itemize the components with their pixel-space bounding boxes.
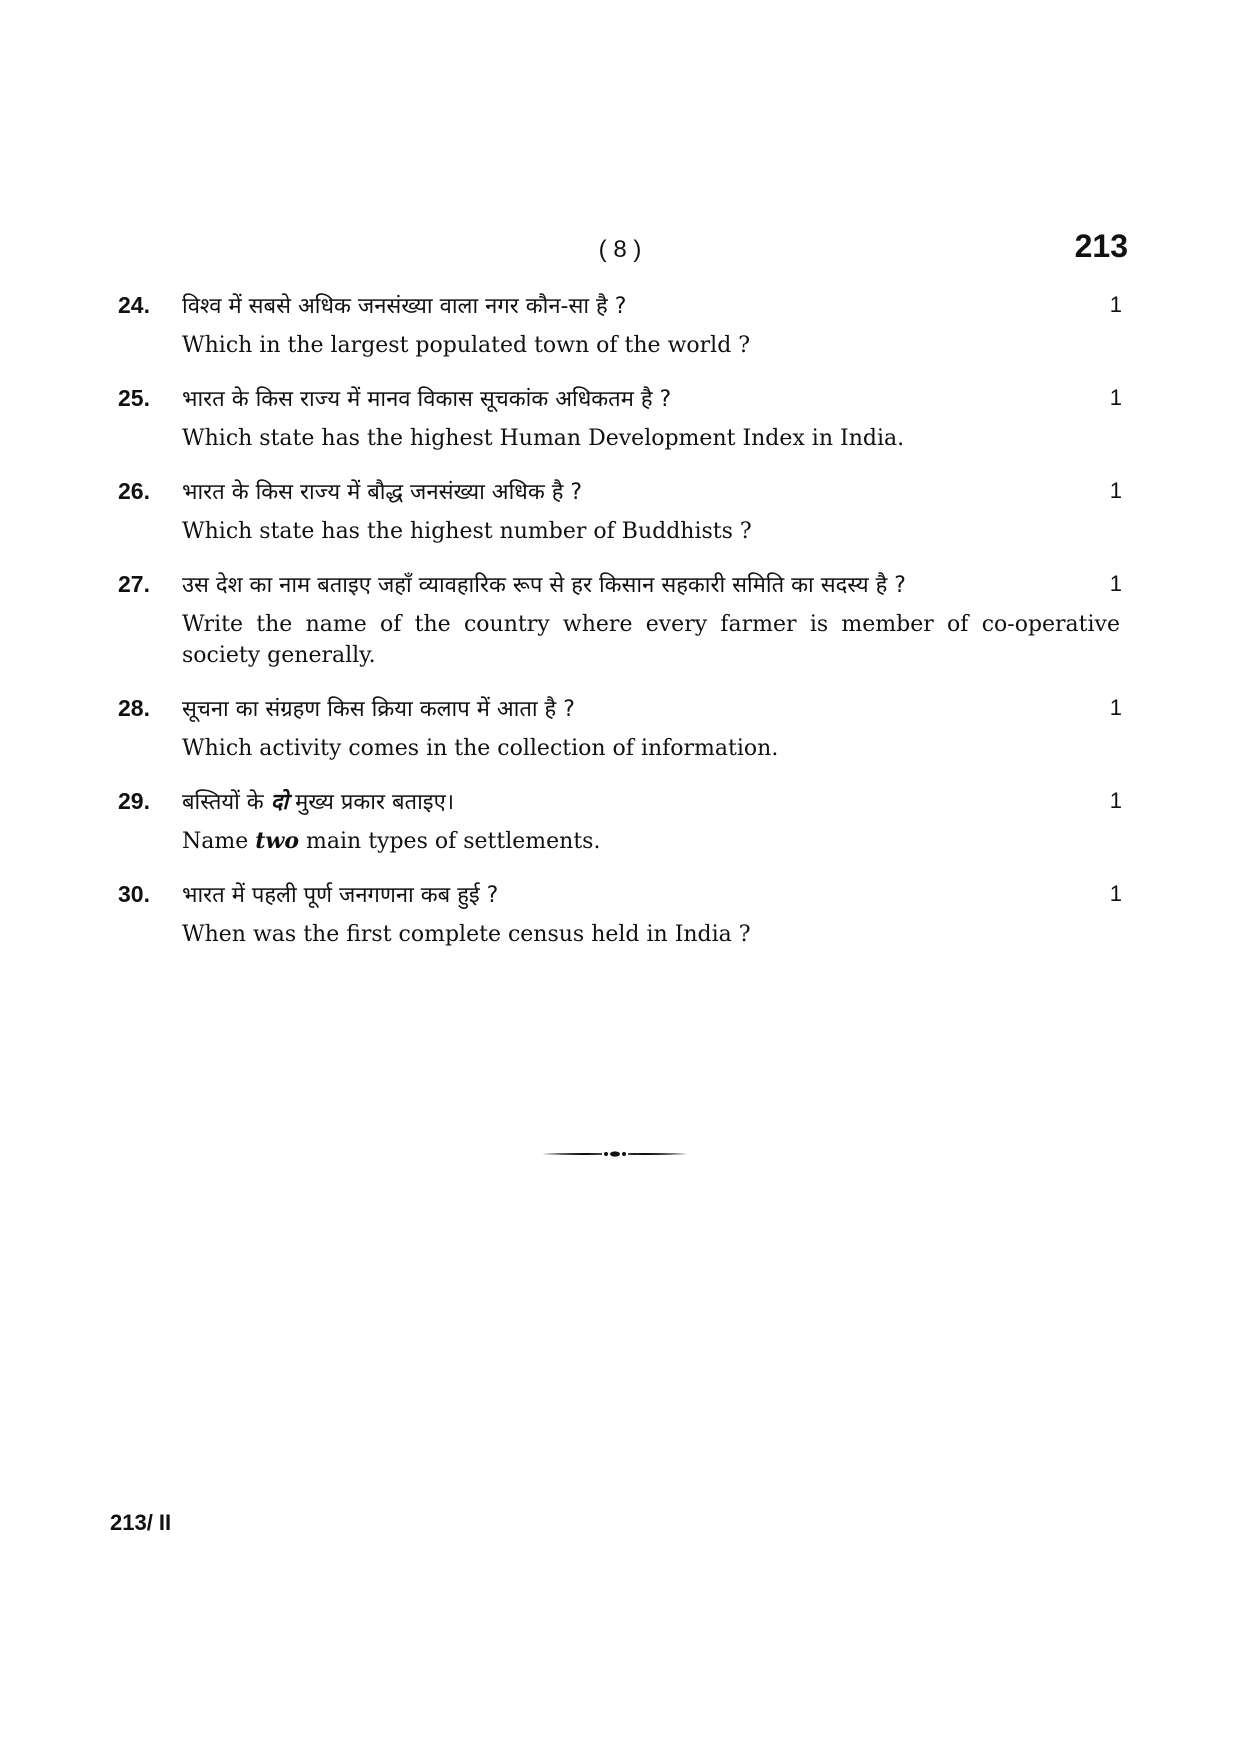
question-24 xyxy=(0,290,1240,361)
paper-code-footer: 213/ II xyxy=(110,1510,172,1535)
question-29 xyxy=(0,786,1240,857)
question-text-hindi: भारत में पहली पूर्ण जनगणना कब हुई ? xyxy=(182,883,499,908)
question-text-english: Which activity comes in the collection of information. xyxy=(182,736,779,761)
question-list xyxy=(0,290,1240,972)
question-text-english: Which state has the highest Human Development Index in India. xyxy=(182,426,905,451)
question-number: 25. xyxy=(118,385,150,411)
question-number: 27. xyxy=(118,571,150,597)
question-marks: 1 xyxy=(1109,571,1122,596)
hindi-text-before: बस्तियों के xyxy=(182,790,271,815)
question-number: 29. xyxy=(118,788,150,814)
question-text-hindi: उस देश का नाम बताइए जहाँ व्यावहारिक रूप से हर किसान सहकारी समिति का सदस्य है ? xyxy=(182,573,906,598)
question-30 xyxy=(0,879,1240,950)
question-text-english: When was the first complete census held in India ? xyxy=(182,922,751,947)
question-text-hindi: भारत के किस राज्य में बौद्ध जनसंख्या अधिक है ? xyxy=(182,480,583,505)
question-marks: 1 xyxy=(1109,385,1122,410)
page-number: ( 8 ) xyxy=(598,236,642,263)
question-25 xyxy=(0,383,1240,454)
question-number: 28. xyxy=(118,695,150,721)
question-28 xyxy=(0,693,1240,764)
question-number: 30. xyxy=(118,881,150,907)
question-text-hindi: विश्व में सबसे अधिक जनसंख्या वाला नगर कौन-सा है ? xyxy=(182,294,627,319)
english-emphasis: two xyxy=(255,828,300,854)
question-text-hindi: भारत के किस राज्य में मानव विकास सूचकांक अधिकतम है ? xyxy=(182,387,672,412)
question-text-english: Which state has the highest number of Buddhists ? xyxy=(182,519,752,544)
question-text-english: Which in the largest populated town of the world ? xyxy=(182,333,751,358)
question-marks: 1 xyxy=(1109,478,1122,503)
question-27 xyxy=(0,569,1240,671)
question-26 xyxy=(0,476,1240,547)
english-text-before: Name xyxy=(182,829,256,854)
hindi-text-after: मुख्य प्रकार बताइए। xyxy=(288,790,455,815)
question-number: 26. xyxy=(118,478,150,504)
question-marks: 1 xyxy=(1109,881,1122,906)
question-text-english xyxy=(182,826,1120,857)
question-text-hindi xyxy=(182,786,1090,820)
question-text-hindi: सूचना का संग्रहण किस क्रिया कलाप में आता है ? xyxy=(182,697,575,722)
question-text-english: Write the name of the country where every farmer is member of co-operative society generally. xyxy=(182,612,1120,668)
question-marks: 1 xyxy=(1109,695,1122,720)
end-ornament xyxy=(540,1148,690,1160)
question-number: 24. xyxy=(118,292,150,318)
question-marks: 1 xyxy=(1109,292,1122,317)
english-text-after: main types of settlements. xyxy=(299,829,601,854)
hindi-emphasis: दो xyxy=(270,790,289,815)
paper-code-header: 213 xyxy=(1074,228,1128,264)
question-marks: 1 xyxy=(1109,788,1122,813)
